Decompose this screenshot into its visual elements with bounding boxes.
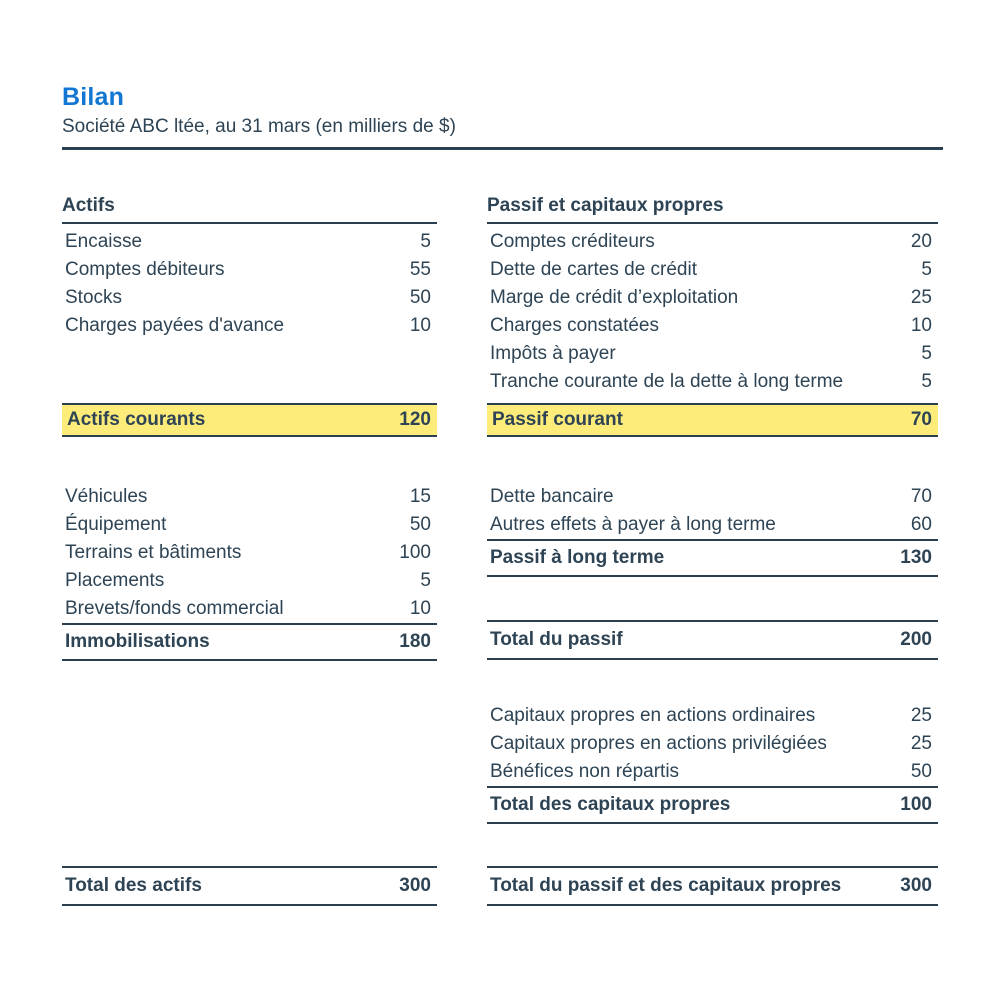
line-item [487,730,938,758]
total-label: Total des capitaux propres [490,794,731,815]
item-value: 55 [409,259,431,280]
liabilities-column [487,195,938,906]
spacer [62,437,437,479]
item-label: Autres effets à payer à long terme [490,514,776,535]
item-label: Impôts à payer [490,343,616,364]
item-value: 50 [910,761,932,782]
item-label: Terrains et bâtiments [65,542,242,563]
spacer [487,577,938,620]
longterm-liabilities-rows [487,479,938,539]
item-label: Dette de cartes de crédit [490,259,697,280]
total-value: 100 [900,794,932,815]
item-label: Capitaux propres en actions ordinaires [490,705,816,726]
spacer [487,396,938,403]
item-value: 5 [921,343,932,364]
line-item [62,567,437,595]
total-value: 70 [910,409,932,430]
item-value: 10 [409,315,431,336]
total-label: Actifs courants [67,409,206,430]
item-label: Dette bancaire [490,486,614,507]
page-title: Bilan [62,83,125,111]
current-liabilities-total-row [487,403,938,437]
item-value: 5 [420,570,431,591]
item-label: Marge de crédit d’exploitation [490,287,739,308]
total-value: 200 [900,629,932,650]
item-label: Véhicules [65,486,148,507]
current-assets-total-row [62,403,437,437]
line-item [487,368,938,396]
total-value: 130 [900,547,932,568]
item-label: Comptes débiteurs [65,259,225,280]
fixed-assets-rows [62,479,437,623]
item-label: Bénéfices non répartis [490,761,680,782]
longterm-liabilities-total-row [487,539,938,577]
item-label: Capitaux propres en actions privilégiées [490,733,827,754]
total-label: Total du passif et des capitaux propres [490,875,842,896]
liabilities-header: Passif et capitaux propres [487,195,938,224]
line-item [487,702,938,730]
item-value: 50 [409,287,431,308]
item-value: 5 [921,371,932,392]
item-value: 5 [420,231,431,252]
item-value: 25 [910,287,932,308]
item-value: 10 [409,598,431,619]
item-value: 25 [910,733,932,754]
total-label: Total des actifs [65,875,202,896]
title-divider [62,147,943,150]
fixed-assets-total-row [62,623,437,661]
total-label: Immobilisations [65,631,210,652]
line-item [62,284,437,312]
total-value: 180 [399,631,431,652]
line-item [487,228,938,256]
spacer [487,660,938,698]
spacer [62,340,437,403]
line-item [487,256,938,284]
assets-column [62,195,437,906]
line-item [62,483,437,511]
line-item [487,511,938,539]
line-item [62,539,437,567]
item-label: Équipement [65,514,167,535]
item-label: Charges constatées [490,315,659,336]
line-item [487,483,938,511]
total-liabilities-equity-row [487,866,938,906]
line-item [62,256,437,284]
item-value: 60 [910,514,932,535]
spacer [487,824,938,866]
item-value: 5 [921,259,932,280]
total-label: Passif à long terme [490,547,665,568]
item-value: 25 [910,705,932,726]
total-value: 120 [399,409,431,430]
line-item [62,228,437,256]
item-value: 10 [910,315,932,336]
line-item [487,758,938,786]
spacer [487,437,938,479]
item-value: 100 [399,542,431,563]
item-label: Placements [65,570,165,591]
total-label: Passif courant [492,409,623,430]
line-item [62,595,437,623]
assets-header: Actifs [62,195,437,224]
item-label: Tranche courante de la dette à long terme [490,371,844,392]
line-item [487,340,938,368]
equity-total-row [487,786,938,824]
line-item [62,312,437,340]
total-value: 300 [900,875,932,896]
item-label: Brevets/fonds commercial [65,598,284,619]
line-item [487,312,938,340]
item-label: Stocks [65,287,123,308]
item-label: Encaisse [65,231,143,252]
item-label: Charges payées d'avance [65,315,285,336]
item-value: 15 [409,486,431,507]
item-value: 50 [409,514,431,535]
total-value: 300 [399,875,431,896]
current-assets-rows [62,224,437,340]
page-subtitle: Société ABC ltée, au 31 mars (en milliers de $) [62,116,456,137]
total-assets-row [62,866,437,906]
item-label: Comptes créditeurs [490,231,655,252]
line-item [62,511,437,539]
current-liabilities-rows [487,224,938,396]
item-value: 70 [910,486,932,507]
total-label: Total du passif [490,629,623,650]
total-liabilities-row [487,620,938,660]
item-value: 20 [910,231,932,252]
spacer [62,661,437,866]
equity-rows [487,698,938,786]
line-item [487,284,938,312]
